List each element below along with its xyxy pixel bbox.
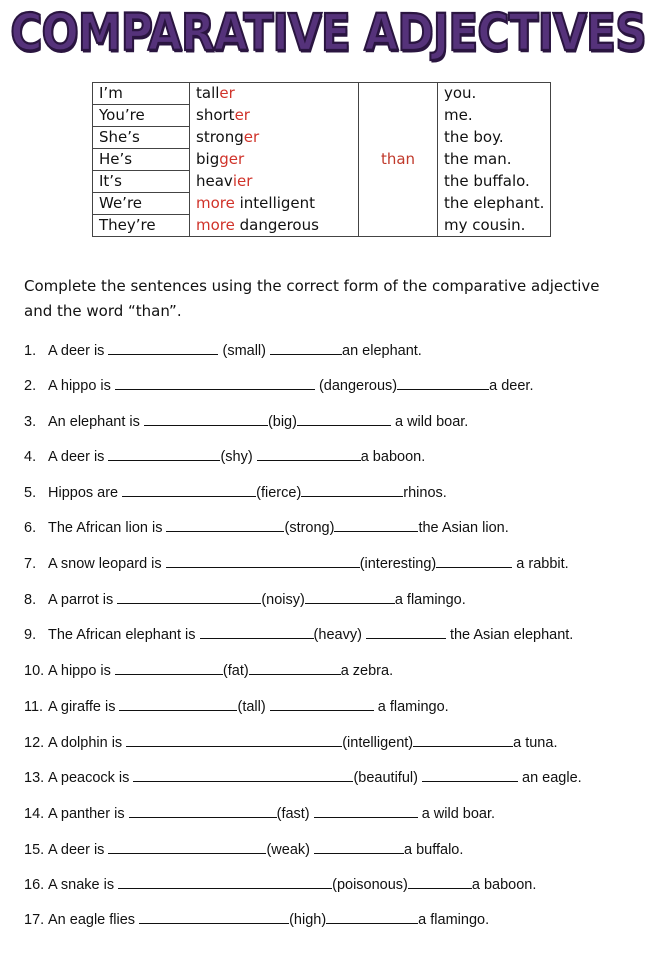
exercise-subject: A hippo is xyxy=(48,378,111,394)
exercise-ending: a wild boar. xyxy=(394,414,469,430)
exercise-item xyxy=(24,411,468,430)
exercise-ending: a baboon. xyxy=(471,877,537,893)
table-row xyxy=(93,127,551,149)
exercise-item xyxy=(24,732,557,751)
exercise-adjective: (poisonous) xyxy=(332,877,408,893)
exercise-adjective: (big) xyxy=(267,414,297,430)
exercise-item xyxy=(24,909,489,928)
table-row xyxy=(93,83,551,105)
subject-cell: It’s xyxy=(93,171,190,193)
exercise-subject: A dolphin is xyxy=(48,735,123,751)
exercise-ending: a buffalo. xyxy=(404,842,464,858)
exercise-ending: a flamingo. xyxy=(418,912,490,928)
exercise-item xyxy=(24,874,536,893)
answer-blank[interactable] xyxy=(366,624,446,639)
exercise-number: 7. xyxy=(24,556,37,572)
answer-blank[interactable] xyxy=(166,553,360,568)
exercise-item xyxy=(24,803,495,822)
exercise-number: 11. xyxy=(24,699,44,715)
object-cell: you. xyxy=(438,83,551,105)
table-row xyxy=(93,149,551,171)
exercise-ending: a flamingo. xyxy=(394,592,466,608)
exercise-ending: the Asian lion. xyxy=(418,520,509,536)
answer-blank[interactable] xyxy=(108,839,266,854)
adjective-suffix: er xyxy=(219,84,235,103)
exercise-adjective: (dangerous) xyxy=(318,378,398,394)
exercise-ending: a wild boar. xyxy=(421,806,496,822)
answer-blank[interactable] xyxy=(334,517,418,532)
exercise-number: 4. xyxy=(24,449,37,465)
object-cell: the man. xyxy=(438,149,551,171)
exercise-item xyxy=(24,553,569,572)
adjective-cell xyxy=(190,127,359,149)
exercise-adjective: (weak) xyxy=(266,842,310,858)
exercise-ending: a deer. xyxy=(489,378,534,394)
table-row xyxy=(93,105,551,127)
exercise-number: 12. xyxy=(24,735,45,751)
exercise-adjective: (interesting) xyxy=(359,556,437,572)
exercise-adjective: (fat) xyxy=(222,663,249,679)
than-cell: than xyxy=(359,83,438,237)
answer-blank[interactable] xyxy=(270,696,374,711)
exercise-ending: a flamingo. xyxy=(377,699,449,715)
exercise-number: 2. xyxy=(24,378,37,394)
exercise-number: 15. xyxy=(24,842,45,858)
subject-cell: They’re xyxy=(93,215,190,237)
exercise-subject: A peacock is xyxy=(48,770,130,786)
exercise-subject: The African lion is xyxy=(48,520,163,536)
exercise-ending: an elephant. xyxy=(342,343,422,359)
answer-blank[interactable] xyxy=(200,624,314,639)
comparative-table xyxy=(92,82,551,237)
exercise-number: 3. xyxy=(24,414,37,430)
page-title: COMPARATIVE ADJECTIVES xyxy=(10,4,646,63)
exercise-ending: the Asian elephant. xyxy=(449,627,574,643)
adjective-stem: tall xyxy=(196,84,220,103)
exercise-number: 14. xyxy=(24,806,45,822)
exercise-number: 6. xyxy=(24,520,37,536)
exercise-subject: A snake is xyxy=(48,877,115,893)
adjective-cell xyxy=(190,193,359,215)
exercise-item xyxy=(24,767,582,786)
answer-blank[interactable] xyxy=(117,589,261,604)
answer-blank[interactable] xyxy=(122,482,256,497)
exercise-ending: a tuna. xyxy=(513,735,558,751)
object-cell: me. xyxy=(438,105,551,127)
object-cell: the buffalo. xyxy=(438,171,551,193)
exercise-subject: An elephant is xyxy=(48,414,140,430)
answer-blank[interactable] xyxy=(249,660,341,675)
exercise-subject: Hippos are xyxy=(48,485,119,501)
object-cell: the elephant. xyxy=(438,193,551,215)
exercise-ending: a zebra. xyxy=(340,663,394,679)
adjective-cell xyxy=(190,171,359,193)
exercise-subject: A hippo is xyxy=(48,663,111,679)
exercise-item xyxy=(24,624,573,643)
object-cell: the boy. xyxy=(438,127,551,149)
exercise-subject: A parrot is xyxy=(48,592,114,608)
exercise-adjective: (heavy) xyxy=(313,627,362,643)
answer-blank[interactable] xyxy=(270,340,342,355)
exercise-number: 8. xyxy=(24,592,37,608)
table-row xyxy=(93,171,551,193)
subject-cell: She’s xyxy=(93,127,190,149)
exercise-number: 10. xyxy=(24,663,45,679)
exercise-ending: an eagle. xyxy=(522,770,582,786)
adjective-cell xyxy=(190,83,359,105)
exercise-subject: The African elephant is xyxy=(48,627,196,643)
exercise-item xyxy=(24,839,463,858)
exercise-subject: A snow leopard is xyxy=(48,556,162,572)
exercise-number: 1. xyxy=(24,343,37,359)
exercise-subject: A deer is xyxy=(48,842,105,858)
exercise-adjective: (high) xyxy=(289,912,327,928)
exercise-number: 13. xyxy=(24,770,45,786)
subject-cell: I’m xyxy=(93,83,190,105)
adjective-suffix: er xyxy=(234,106,250,124)
exercise-item xyxy=(24,375,533,394)
exercise-ending: a baboon. xyxy=(360,449,426,465)
object-cell: my cousin. xyxy=(438,215,551,237)
exercise-adjective: (fierce) xyxy=(256,485,302,501)
exercise-adjective: (intelligent) xyxy=(342,735,414,751)
exercise-item xyxy=(24,696,449,715)
answer-blank[interactable] xyxy=(126,732,342,747)
exercise-ending: a rabbit. xyxy=(516,556,569,572)
adjective-cell xyxy=(190,215,359,237)
exercise-adjective: (shy) xyxy=(220,449,253,465)
table-row xyxy=(93,193,551,215)
answer-blank[interactable] xyxy=(422,767,518,782)
answer-blank[interactable] xyxy=(305,589,395,604)
answer-blank[interactable] xyxy=(413,732,513,747)
answer-blank[interactable] xyxy=(129,803,277,818)
exercise-adjective: (strong) xyxy=(284,520,335,536)
exercise-ending: rhinos. xyxy=(403,485,447,501)
exercise-subject: A deer is xyxy=(48,343,105,359)
exercise-number: 17. xyxy=(24,912,45,928)
answer-blank[interactable] xyxy=(166,517,284,532)
answer-blank[interactable] xyxy=(139,909,289,924)
answer-blank[interactable] xyxy=(108,446,220,461)
subject-cell: We’re xyxy=(93,193,190,215)
adjective-stem: short xyxy=(196,106,235,124)
adjective-suffix: ger xyxy=(219,150,245,168)
exercise-subject: An eagle flies xyxy=(48,912,136,928)
exercise-adjective: (noisy) xyxy=(261,592,305,608)
answer-blank[interactable] xyxy=(257,446,361,461)
exercise-adjective: (small) xyxy=(222,343,266,359)
table-row xyxy=(93,215,551,237)
answer-blank[interactable] xyxy=(314,839,404,854)
answer-blank[interactable] xyxy=(314,803,418,818)
exercise-item xyxy=(24,482,447,501)
answer-blank[interactable] xyxy=(119,696,237,711)
exercise-number: 5. xyxy=(24,485,37,501)
adjective-stem: heav xyxy=(196,172,233,190)
adjective-stem: strong xyxy=(196,128,244,146)
answer-blank[interactable] xyxy=(144,411,268,426)
answer-blank[interactable] xyxy=(436,553,512,568)
adjective-cell xyxy=(190,149,359,171)
instructions: Complete the sentences using the correct form of the comparative adjective and the word “than”. xyxy=(24,277,600,320)
answer-blank[interactable] xyxy=(408,874,472,889)
adjective-suffix: er xyxy=(243,128,260,146)
answer-blank[interactable] xyxy=(115,660,223,675)
answer-blank[interactable] xyxy=(118,874,332,889)
exercise-subject: A giraffe is xyxy=(48,699,116,715)
answer-blank[interactable] xyxy=(115,375,315,390)
exercise-adjective: (tall) xyxy=(237,699,266,715)
exercise-number: 16. xyxy=(24,877,45,893)
exercise-item xyxy=(24,517,509,536)
subject-cell: He’s xyxy=(93,149,190,171)
exercise-subject: A panther is xyxy=(48,806,125,822)
exercise-adjective: (beautiful) xyxy=(353,770,418,786)
subject-cell: You’re xyxy=(93,105,190,127)
answer-blank[interactable] xyxy=(108,340,218,355)
exercise-item xyxy=(24,340,422,359)
answer-blank[interactable] xyxy=(133,767,353,782)
exercise-subject: A deer is xyxy=(48,449,105,465)
adjective-stem: intelligent xyxy=(234,194,316,212)
exercise-item xyxy=(24,446,425,465)
adjective-stem: dangerous xyxy=(234,215,319,234)
adjective-prefix: more xyxy=(196,215,235,234)
answer-blank[interactable] xyxy=(397,375,489,390)
exercise-item xyxy=(24,660,393,679)
adjective-cell xyxy=(190,105,359,127)
adjective-suffix: ier xyxy=(232,172,253,190)
answer-blank[interactable] xyxy=(301,482,403,497)
answer-blank[interactable] xyxy=(297,411,391,426)
adjective-stem: big xyxy=(196,150,220,168)
exercise-adjective: (fast) xyxy=(276,806,310,822)
exercise-number: 9. xyxy=(24,627,37,643)
answer-blank[interactable] xyxy=(326,909,418,924)
adjective-prefix: more xyxy=(196,194,235,212)
exercise-item xyxy=(24,589,466,608)
